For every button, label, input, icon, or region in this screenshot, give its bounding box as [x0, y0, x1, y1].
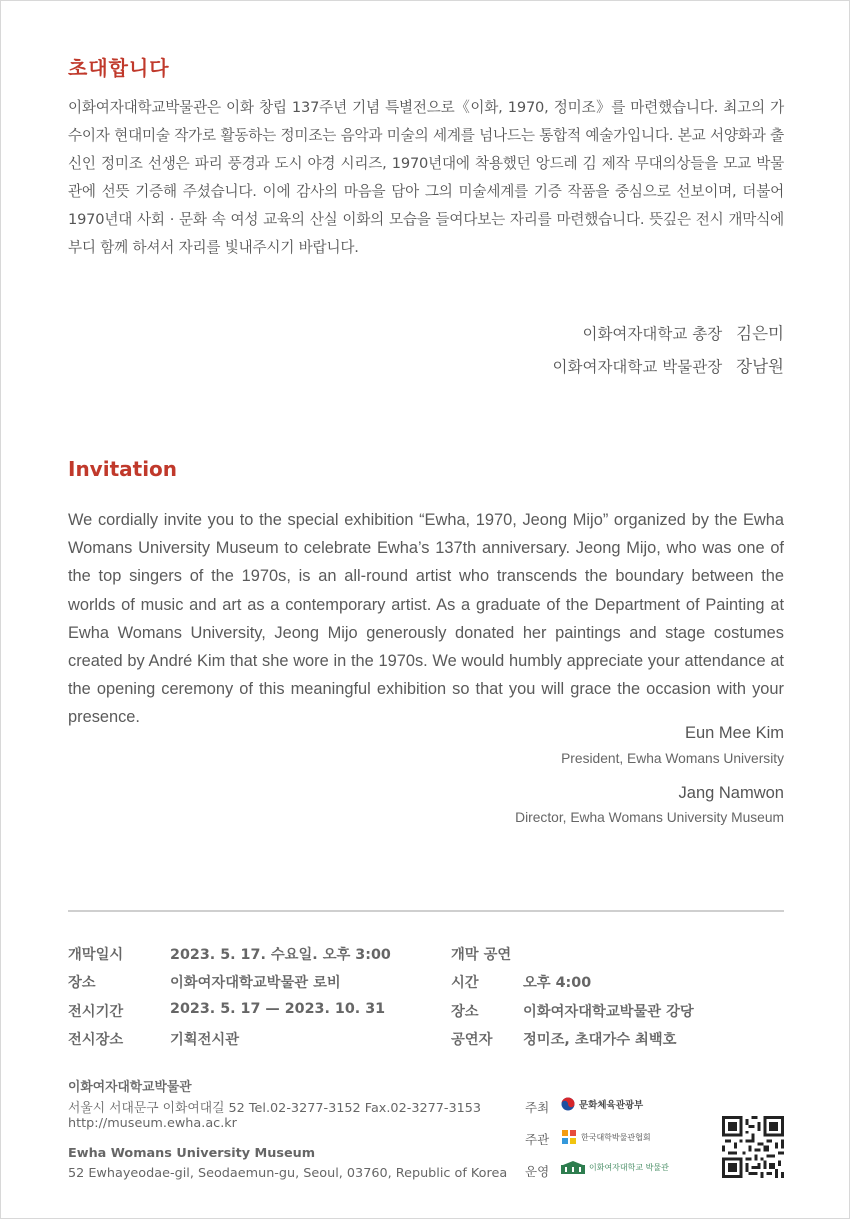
- sponsor-operator: [525, 1162, 669, 1180]
- sponsor-role: 주최: [525, 1100, 550, 1115]
- korean-signer-title: 이화여자대학교 박물관장: [552, 358, 723, 376]
- ewha-museum-logo: [561, 1161, 669, 1174]
- sponsor-host: [525, 1098, 644, 1116]
- detail-label: 개막일시: [68, 947, 124, 963]
- sponsor-org: 이화여자대학교 박물관: [589, 1163, 669, 1172]
- divider: [68, 910, 784, 912]
- english-body: We cordially invite you to the special exhibition “Ewha, 1970, Jeong Mijo” organized by the Ewha Womans University Museum to celebrate Ewha’s 137th anniversary. Jeong Mijo, who was one of the top singers of the 1970s, is an all-round artist who transcends the boundary between the worlds of music and art as a contemporary artist. As a graduate of the Department of Painting at Ewha Womans University, Jeong Mijo generously donated her paintings and stage costumes created by André Kim that she wore in the 1970s. We would humbly appreciate your attendance at the opening ceremony of this meaningful exhibition so that you will grace the occasion with your presence.: [68, 511, 784, 727]
- english-signer-name-1: Eun Mee Kim: [684, 724, 784, 742]
- detail-label: 장소: [451, 1004, 479, 1020]
- association-logo: [561, 1129, 651, 1145]
- korean-signer-title: 이화여자대학교 총장: [582, 325, 723, 343]
- ewha-building-icon: [561, 1161, 585, 1174]
- korean-signer-2: [553, 353, 784, 377]
- performance-heading-label: 개막 공연: [451, 947, 512, 963]
- museum-address-kr: 서울시 서대문구 이화여대길 52 Tel.02-3277-3152 Fax.02-3277-3153: [68, 1101, 482, 1116]
- sponsor-role: 운영: [525, 1164, 550, 1179]
- taegeuk-icon: [561, 1097, 575, 1111]
- detail-value: 2023. 5. 17. 수요일. 오후 3:00: [170, 947, 391, 963]
- detail-value: 기획전시관: [170, 1032, 240, 1048]
- detail-value: 2023. 5. 17 — 2023. 10. 31: [170, 1001, 386, 1017]
- english-signer-name-2: Jang Namwon: [678, 784, 784, 802]
- detail-value: 이화여자대학교박물관 강당: [523, 1004, 694, 1020]
- sponsor-org: 문화체육관광부: [579, 1100, 644, 1111]
- detail-label: 전시기간: [68, 1004, 124, 1020]
- museum-name-kr: 이화여자대학교박물관: [68, 1080, 192, 1095]
- korean-title: 초대합니다: [68, 56, 170, 80]
- english-signer-title-1: President, Ewha Womans University: [561, 751, 784, 766]
- detail-value: 정미조, 초대가수 최백호: [523, 1032, 677, 1048]
- museum-url[interactable]: http://museum.ewha.ac.kr: [68, 1116, 237, 1131]
- korean-body: 이화여자대학교박물관은 이화 창립 137주년 기념 특별전으로《이화, 1970, 정미조》를 마련했습니다. 최고의 가수이자 현대미술 작가로 활동하는 정미조는 음악과 미술의 세계를 넘나드는 통합적 예술가입니다. 본교 서양화과 출신인 정미조 선생은 파리 풍경과 도시 야경 시리즈, 1970년대에 착용했던 앙드레 김 제작 무대의상들을 모교 박물관에 선뜻 기증해 주셨습니다. 이에 감사의 마음을 담아 그의 미술세계를 기증 작품을 중심으로 선보이며, 더불어 1970년대 사회 · 문화 속 여성 교육의 산실 이화의 모습을 들여다보는 자리를 마련했습니다. 뜻깊은 전시 개막식에 부디 함께 하셔서 자리를 빛내주시기 바랍니다.: [68, 99, 784, 256]
- association-icon: [561, 1129, 577, 1145]
- detail-label: 전시장소: [68, 1032, 124, 1048]
- detail-label: 시간: [451, 975, 479, 991]
- sponsor-organizer: [525, 1130, 651, 1148]
- detail-label: 공연자: [451, 1032, 493, 1048]
- english-title: Invitation: [68, 457, 178, 481]
- detail-label: 장소: [68, 975, 96, 991]
- ministry-logo: [561, 1097, 643, 1111]
- korean-signer-1: [582, 320, 784, 344]
- sponsor-role: 주관: [525, 1132, 550, 1147]
- korean-signer-name: 김은미: [736, 324, 784, 343]
- english-signer-title-2: Director, Ewha Womans University Museum: [515, 810, 784, 825]
- museum-address-en: 52 Ewhayeodae-gil, Seodaemun-gu, Seoul, 03760, Republic of Korea: [68, 1166, 508, 1181]
- korean-signer-name: 장남원: [736, 357, 784, 376]
- detail-value: 이화여자대학교박물관 로비: [170, 975, 341, 991]
- qr-code[interactable]: [722, 1116, 784, 1178]
- museum-name-en: Ewha Womans University Museum: [68, 1146, 316, 1161]
- sponsor-org: 한국대학박물관협회: [581, 1132, 651, 1142]
- detail-value: 오후 4:00: [523, 975, 592, 991]
